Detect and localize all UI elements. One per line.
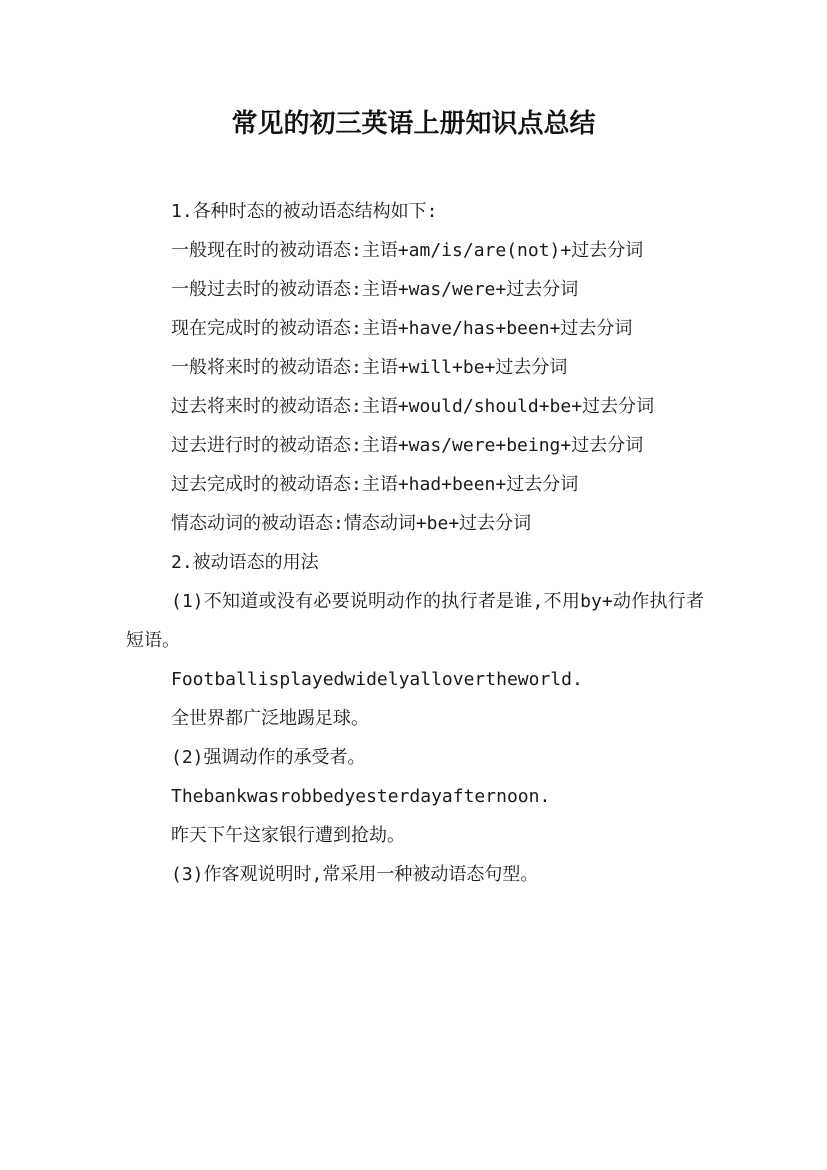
paragraph-heading-2: 2.被动语态的用法: [171, 552, 319, 573]
paragraph-past-passive: 一般过去时的被动语态:主语+was/were+过去分词: [171, 279, 579, 300]
paragraph-usage-3: (3)作客观说明时,常采用一种被动语态句型。: [171, 864, 539, 885]
paragraph-example-zh-1: 全世界都广泛地踢足球。: [171, 708, 369, 729]
paragraph-past-continuous-passive: 过去进行时的被动语态:主语+was/were+being+过去分词: [171, 435, 644, 456]
paragraph-heading-1: 1.各种时态的被动语态结构如下:: [171, 201, 438, 222]
paragraph-example-en-1: Footballisplayedwidelyallovertheworld.: [171, 669, 583, 690]
paragraph-past-future-passive: 过去将来时的被动语态:主语+would/should+be+过去分词: [171, 396, 655, 417]
paragraph-usage-1: (1)不知道或没有必要说明动作的执行者是谁,不用by+动作执行者短语。: [126, 591, 704, 651]
paragraph-future-passive: 一般将来时的被动语态:主语+will+be+过去分词: [171, 357, 568, 378]
paragraph-modal-passive: 情态动词的被动语态:情态动词+be+过去分词: [171, 513, 532, 534]
paragraph-past-perfect-passive: 过去完成时的被动语态:主语+had+been+过去分词: [171, 474, 579, 495]
paragraph-example-en-2: Thebankwasrobbedyesterdayafternoon.: [171, 786, 551, 807]
document-body: [126, 192, 704, 894]
paragraph-example-zh-2: 昨天下午这家银行遭到抢劫。: [171, 825, 405, 846]
paragraph-present-passive: 一般现在时的被动语态:主语+am/is/are(not)+过去分词: [171, 240, 644, 261]
document-title: 常见的初三英语上册知识点总结: [231, 109, 596, 139]
paragraph-present-perfect-passive: 现在完成时的被动语态:主语+have/has+been+过去分词: [171, 318, 633, 339]
paragraph-usage-2: (2)强调动作的承受者。: [171, 747, 366, 768]
